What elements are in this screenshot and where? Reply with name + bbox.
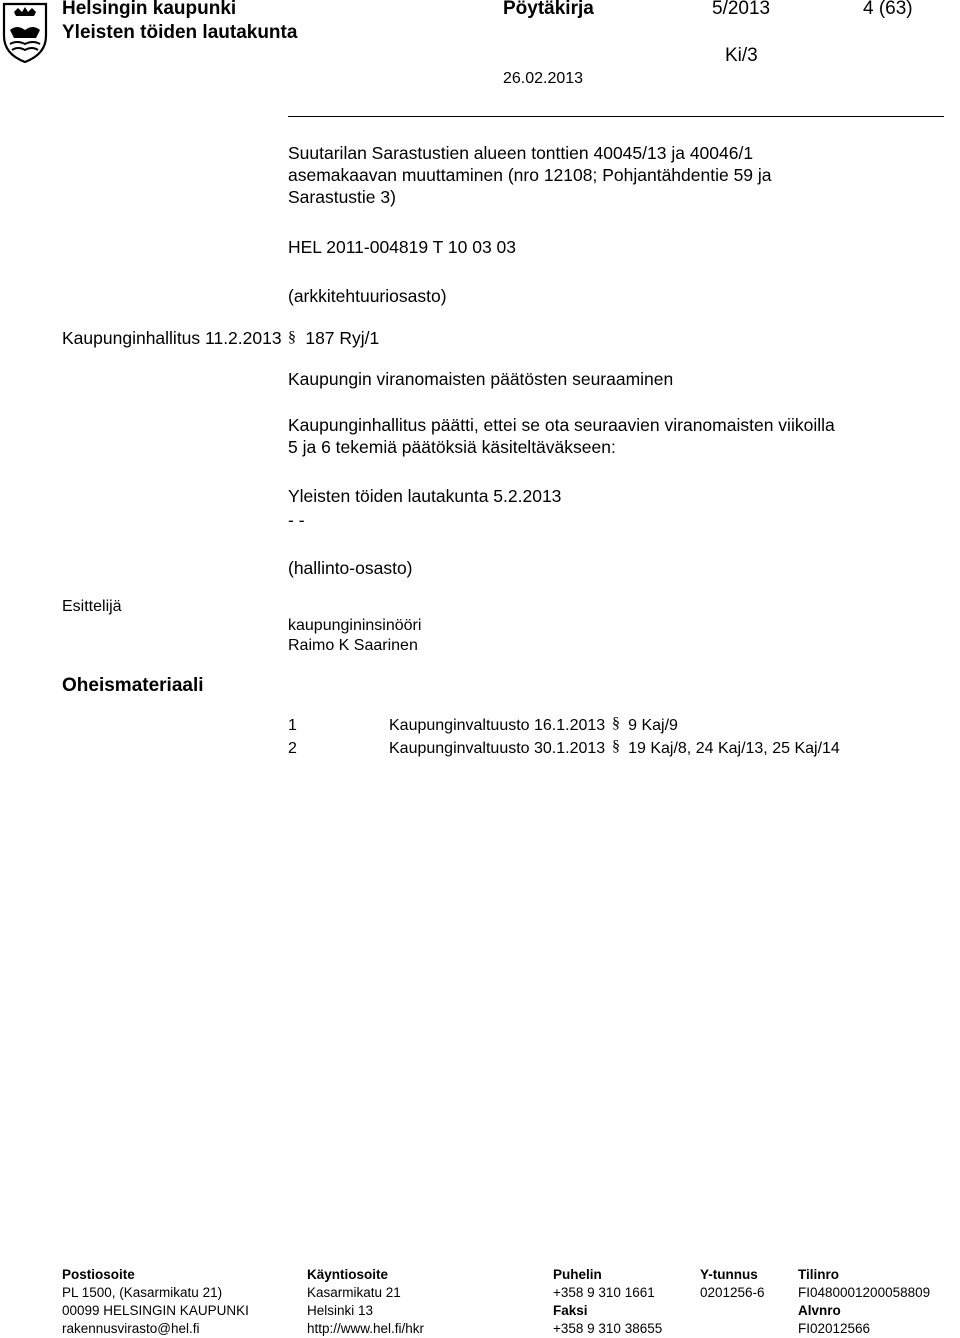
- footer-heading: Puhelin: [553, 1267, 602, 1282]
- presenter-title: kaupungininsinööri: [288, 617, 422, 634]
- footer-postal: [62, 1266, 249, 1338]
- presenter-block: [288, 616, 421, 656]
- svg-text:§: §: [611, 715, 620, 732]
- attachment-item: [288, 714, 840, 737]
- item-title-line: Suutarilan Sarastustien alueen tonttien 40045/13 ja 40046/1: [288, 143, 754, 163]
- footer-subheading: Faksi: [553, 1303, 588, 1318]
- footer-line: 0201256-6: [700, 1285, 765, 1300]
- footer-email[interactable]: rakennusvirasto@hel.fi: [62, 1321, 200, 1336]
- page-number: 4 (63): [863, 0, 913, 19]
- footer-line: PL 1500, (Kasarmikatu 21): [62, 1285, 223, 1300]
- attachment-list: [288, 714, 840, 760]
- footer-line: 00099 HELSINGIN KAUPUNKI: [62, 1303, 249, 1318]
- item-title: [288, 142, 772, 208]
- decision-body-date: Kaupunginhallitus 11.2.2013: [62, 328, 282, 348]
- board-reference: Yleisten töiden lautakunta 5.2.2013: [288, 486, 562, 506]
- footer-line: FI02012566: [798, 1321, 871, 1336]
- decision-subject: Kaupungin viranomaisten päätösten seuraaminen: [288, 369, 674, 389]
- footer-heading: Postiosoite: [62, 1267, 135, 1282]
- attachment-text: Kaupunginvaltuusto 30.1.2013: [389, 740, 606, 757]
- footer-line: FI0480001200058809: [798, 1285, 931, 1300]
- footer-account: [798, 1266, 930, 1338]
- section-symbol: [610, 717, 624, 734]
- svg-text:§: §: [611, 738, 620, 755]
- attachment-number: 1: [288, 717, 297, 734]
- attachment-item: [288, 737, 840, 760]
- item-preparer: (arkkitehtuuriosasto): [288, 286, 447, 306]
- footer-heading: Käyntiosoite: [307, 1267, 389, 1282]
- attachment-ref: 19 Kaj/8, 24 Kaj/13, 25 Kaj/14: [628, 740, 840, 757]
- item-code: Ki/3: [725, 45, 758, 66]
- footer-visiting: [307, 1266, 424, 1338]
- item-title-line: asemakaavan muuttaminen (nro 12108; Pohjantähdentie 59 ja: [288, 165, 772, 185]
- footer-url[interactable]: http://www.hel.fi/hkr: [307, 1321, 425, 1336]
- meeting-date: 26.02.2013: [503, 70, 584, 87]
- decision-text: [288, 414, 835, 458]
- footer-line: Helsinki 13: [307, 1303, 374, 1318]
- footer-business-id: [700, 1266, 765, 1302]
- decision-reference: [62, 327, 379, 349]
- item-title-line: Sarastustie 3): [288, 187, 396, 207]
- footer-heading: Y-tunnus: [700, 1267, 758, 1282]
- footer-line: +358 9 310 38655: [553, 1321, 663, 1336]
- city-name: Helsingin kaupunki: [62, 0, 237, 19]
- decision-preparer: (hallinto-osasto): [288, 558, 413, 578]
- attachment-text: Kaupunginvaltuusto 16.1.2013: [389, 717, 606, 734]
- section-symbol: [286, 328, 300, 348]
- meeting-number: 5/2013: [712, 0, 771, 19]
- footer-line: Kasarmikatu 21: [307, 1285, 401, 1300]
- decision-text-line: Kaupunginhallitus päätti, ettei se ota seuraavien viranomaisten viikoilla: [288, 415, 835, 435]
- decision-section: 187 Ryj/1: [305, 328, 380, 348]
- footer-phone: [553, 1266, 662, 1338]
- header-rule: [288, 116, 944, 117]
- attachment-ref: 9 Kaj/9: [628, 717, 678, 734]
- attachments-label: Oheismateriaali: [62, 675, 204, 696]
- attachment-number: 2: [288, 740, 297, 757]
- city-logo: [0, 2, 50, 69]
- document-type: Pöytäkirja: [503, 0, 594, 19]
- section-symbol: [610, 740, 624, 757]
- board-name: Yleisten töiden lautakunta: [62, 22, 298, 43]
- svg-text:§: §: [288, 329, 297, 346]
- presenter-label: Esittelijä: [62, 598, 122, 615]
- case-number: HEL 2011-004819 T 10 03 03: [288, 237, 517, 257]
- presenter-name: Raimo K Saarinen: [288, 637, 418, 654]
- footer-subheading: Alvnro: [798, 1303, 841, 1318]
- decision-text-line: 5 ja 6 tekemiä päätöksiä käsiteltäväkseen:: [288, 437, 616, 457]
- omission-dashes: - -: [288, 510, 305, 530]
- footer-heading: Tilinro: [798, 1267, 840, 1282]
- footer-line: +358 9 310 1661: [553, 1285, 655, 1300]
